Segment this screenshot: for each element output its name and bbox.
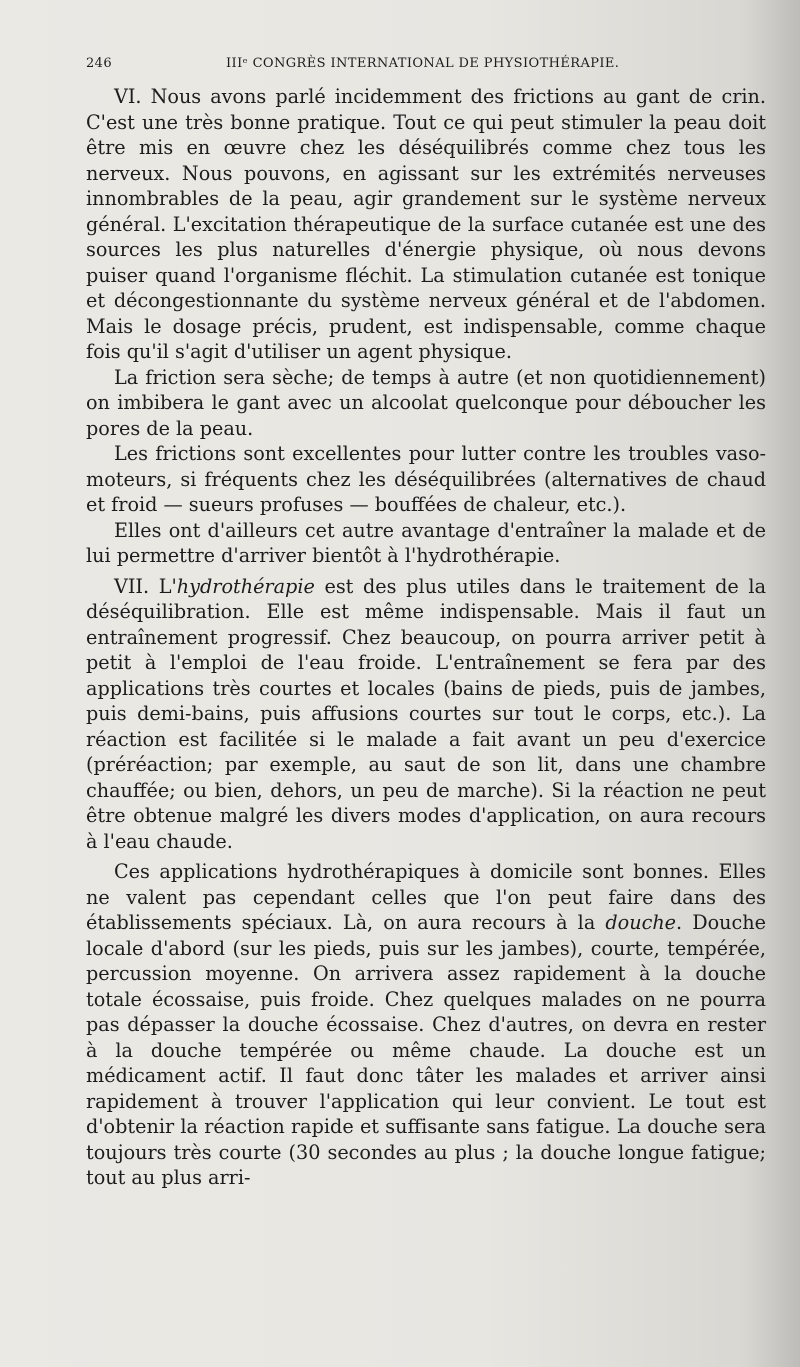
- running-title: IIIᵉ CONGRÈS INTERNATIONAL DE PHYSIOTHÉRAPIE.: [226, 56, 620, 71]
- term-douche: douche: [605, 911, 677, 934]
- paragraph-avantage-hydrotherapie: Elles ont d'ailleurs cet autre avantage d'entraîner la malade et de lui permettre d'arriver bientôt à l'hydrothérapie.: [86, 518, 766, 567]
- paragraph-vii-hydrotherapie: [86, 574, 766, 855]
- term-hydrotherapie: hydrothérapie: [176, 574, 315, 598]
- paragraph-domicile-rest: . Douche locale d'abord (sur les pieds, puis sur les jambes), courte, tempérée, percussion moyenne. On arrivera assez rapidement à la douche totale écossaise, puis froide. Chez quelques malades on ne pourra pas dépasser la douche écossaise. Chez d'autres, on devra en rester à la douche tempérée ou même chaude. La douche est un médicament actif. Il faut donc tâter les malades et arriver ainsi rapidement à trouver l'application qui leur convient. Le tout est d'obtenir la réaction rapide et suffisante sans fatigue. La douche sera toujours très courte (30 secondes au plus ; la douche longue fatigue; tout au plus arri-: [86, 911, 766, 1189]
- paragraph-friction-seche: La friction sera sèche; de temps à autre (et non quotidiennement) on imbibera le gant avec un alcoolat quelconque pour déboucher les pores de la peau.: [86, 365, 766, 440]
- page-body: [86, 84, 766, 1191]
- paragraph-applications-domicile: [86, 859, 766, 1191]
- paragraph-domicile-start: Ces applications hydrothérapiques à domicile sont bonnes. Elles ne valent pas cependant celles que l'on peut faire dans des établissements spéciaux. Là, on aura recours à la: [86, 860, 766, 934]
- paragraph-vi-frictions: VI. Nous avons parlé incidemment des frictions au gant de crin. C'est une très bonne pratique. Tout ce qui peut stimuler la peau doit être mis en œuvre chez les déséquilibrés comme chez tous les nerveux. Nous pouvons, en agissant sur les extrémités nerveuses innombrables de la peau, agir grandement sur le système nerveux général. L'excitation thérapeutique de la surface cutanée est une des sources les plus naturelles d'énergie physique, où nous devons puiser quand l'organisme fléchit. La stimulation cutanée est tonique et décongestionnante du système nerveux général et de l'abdomen. Mais le dosage précis, prudent, est indispensable, comme chaque fois qu'il s'agit d'utiliser un agent physique.: [86, 85, 766, 363]
- paragraph-vii-rest: est des plus utiles dans le traitement de la déséquilibration. Elle est même indispensable. Mais il faut un entraînement progressif. Chez beaucoup, on pourra arriver petit à petit à l'emploi de l'eau froide. L'entraînement se fera par des applications très courtes et locales (bains de pieds, puis de jambes, puis demi-bains, puis affusions courtes sur tout le corps, etc.). La réaction est facilitée si le malade a fait avant un peu d'exercice (préréaction; par exemple, au saut de son lit, dans une chambre chauffée; ou bien, dehors, un peu de marche). Si la réaction ne peut être obtenue malgré les divers modes d'application, on aura recours à l'eau chaude.: [86, 574, 767, 853]
- page-number: 246: [86, 56, 113, 71]
- paragraph-troubles-vasomoteurs: Les frictions sont excellentes pour lutter contre les troubles vaso-moteurs, si fréquents chez les déséquilibrées (alternatives de chaud et froid — sueurs profuses — bouffées de chaleur, etc.).: [86, 442, 766, 516]
- paragraph-vii-start: VII. L': [114, 574, 177, 598]
